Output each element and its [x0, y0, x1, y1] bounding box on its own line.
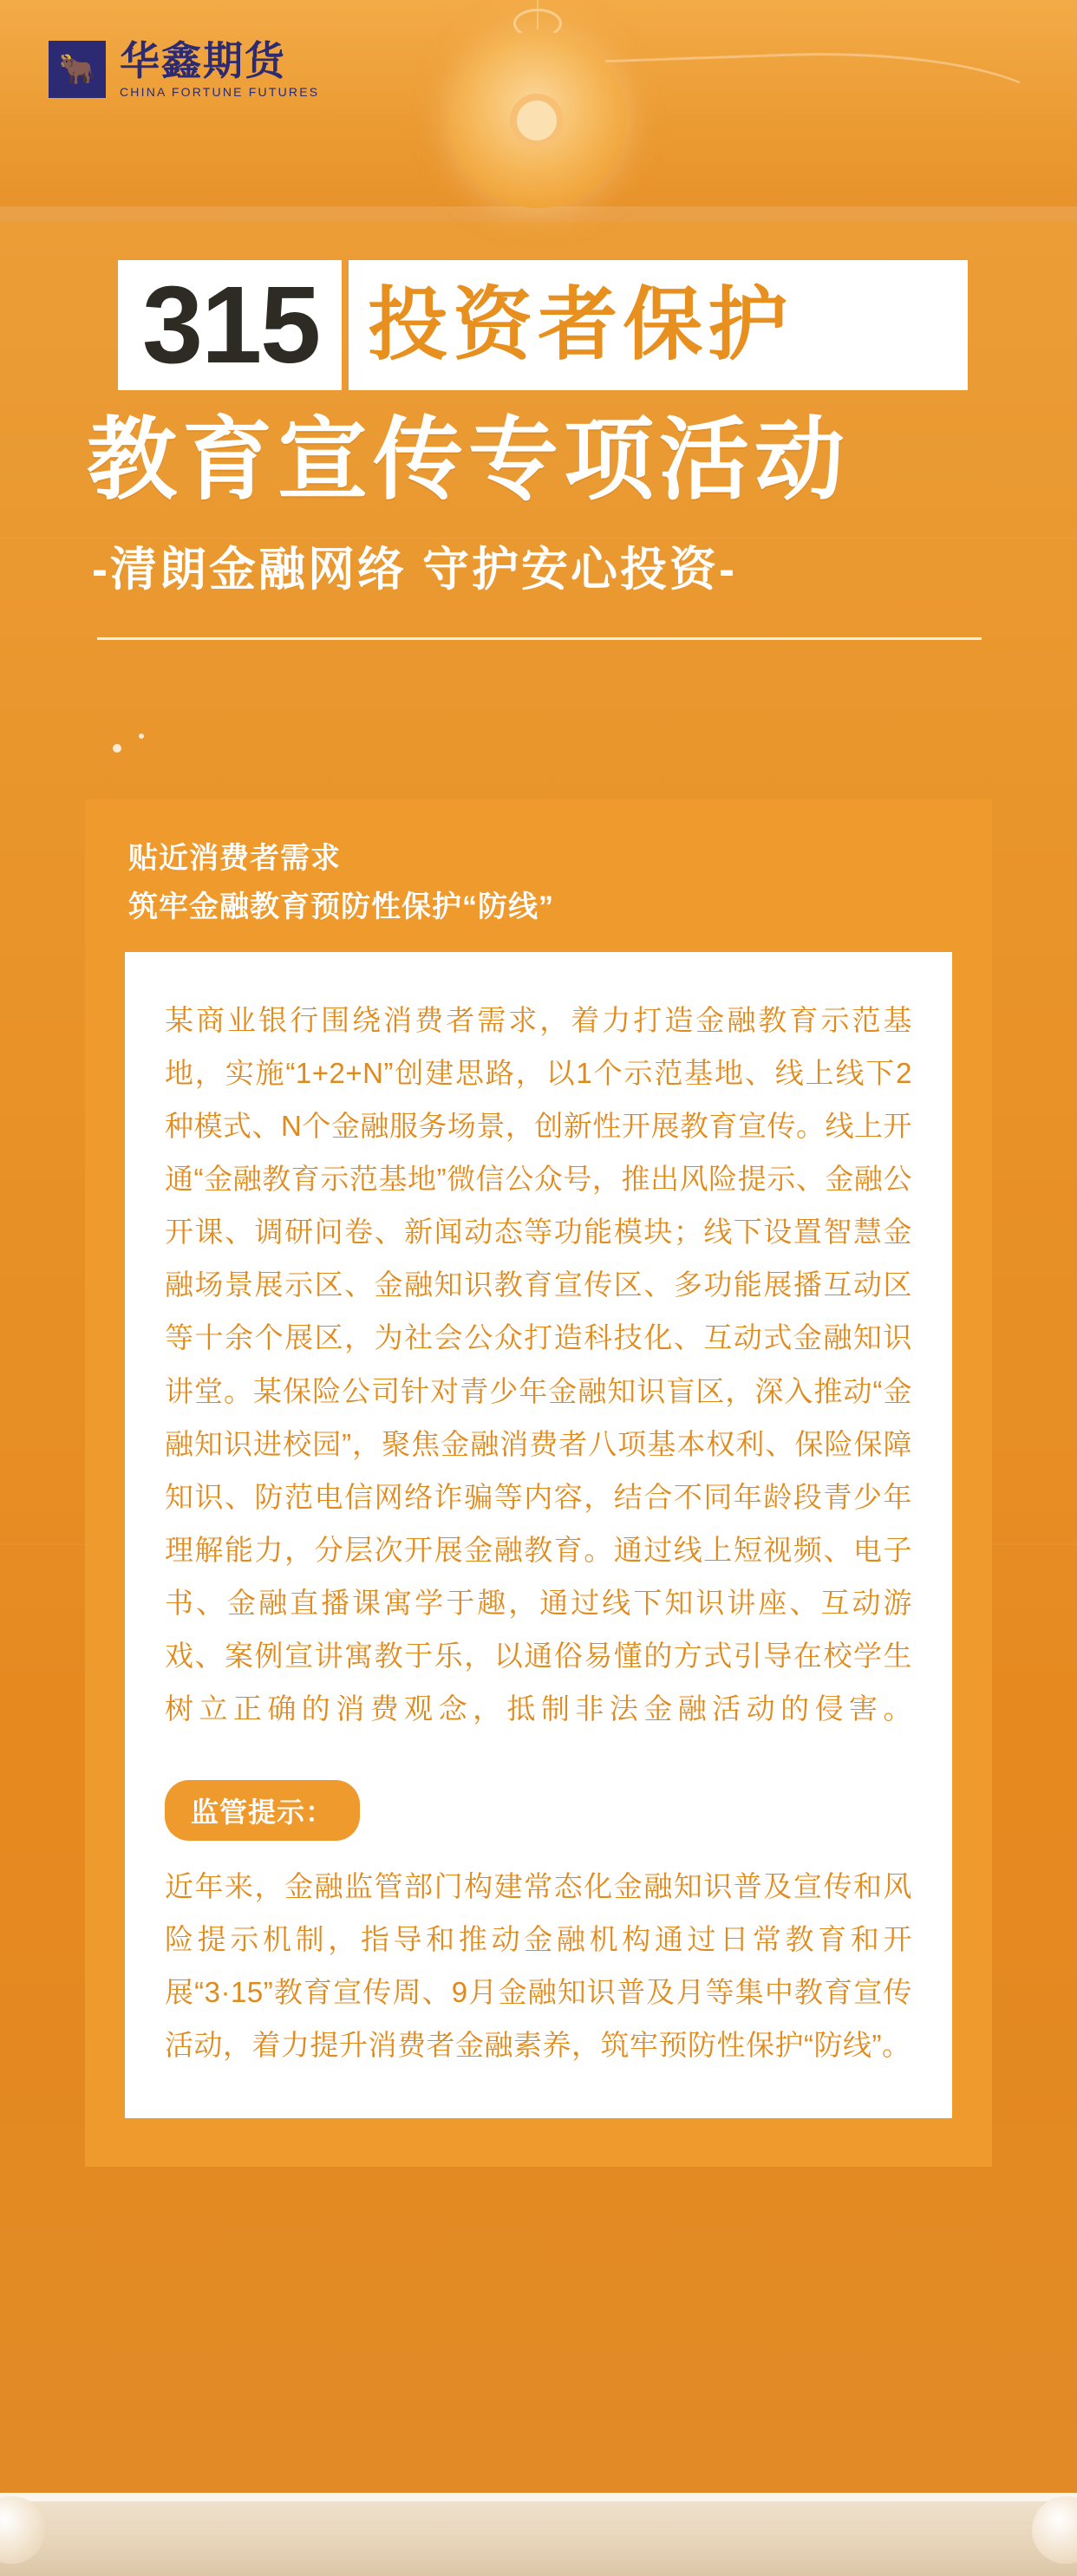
card-inner-panel — [125, 952, 952, 2118]
brand-logo — [49, 40, 319, 99]
card-heading-line2: 筑牢金融教育预防性保护“防线” — [128, 890, 554, 924]
regulatory-tip-text: 近年来，金融监管部门构建常态化金融知识普及宣传和风险提示机制，指导和推动金融机构通过日常教育和开展“3·15”教育宣传周、9月金融知识普及月等集中教育宣传活动，着力提升消费者金融素养，筑牢预防性保护“防线”。 — [165, 1869, 912, 2061]
card-heading — [128, 834, 952, 931]
scroll-knob-right-icon — [1032, 2496, 1077, 2564]
title-divider — [97, 637, 982, 640]
title-badge: 投资者保护 — [349, 260, 968, 390]
brand-name-cn: 华鑫期货 — [120, 38, 286, 83]
scroll-roller-icon — [0, 2493, 1077, 2576]
content-card — [85, 799, 992, 2167]
regulatory-tip-badge: 监管提示： — [165, 1780, 360, 1841]
title-number: 315 — [118, 260, 342, 390]
title-subtitle: -清朗金融网络 守护安心投资- — [92, 544, 737, 597]
title-block — [0, 260, 1077, 640]
card-heading-line1: 贴近消费者需求 — [128, 842, 341, 875]
lamp-core-icon — [510, 94, 564, 147]
bull-logo-icon: 🐂 — [49, 41, 106, 98]
decor-dot — [139, 734, 144, 739]
title-row-primary — [118, 260, 968, 390]
card-body-text: 某商业银行围绕消费者需求，着力打造金融教育示范基地，实施“1+2+N”创建思路，以1个示范基地、线上线下2种模式、N个金融服务场景，创新性开展教育宣传。线上开通“金融教育示范基地”微信公众号，推出风险提示、金融公开课、调研问卷、新闻动态等功能模块；线下设置智慧金融场景展示区、金融知识教育宣传区、多功能展播互动区等十余个展区，为社会公众打造科技化、互动式金融知识讲堂。某保险公司针对青少年金融知识盲区，深入推动“金融知识进校园”，聚焦金融消费者八项基本权利、保险保障知识、防范电信网络诈骗等内容，结合不同年龄段青少年理解能力，分层次开展金融教育。通过线上短视频、电子书、金融直播课寓学于趣，通过线下知识讲座、互动游戏、案例宣讲寓教于乐，以通俗易懂的方式引导在校学生树立正确的消费观念，抵制非法金融活动的侵害。 — [165, 1004, 912, 1725]
decor-dot — [113, 744, 121, 753]
title-main: 教育宣传专项活动 — [87, 410, 851, 511]
scroll-knob-left-icon — [0, 2496, 45, 2564]
brand-name-en: CHINA FORTUNE FUTURES — [120, 85, 320, 100]
